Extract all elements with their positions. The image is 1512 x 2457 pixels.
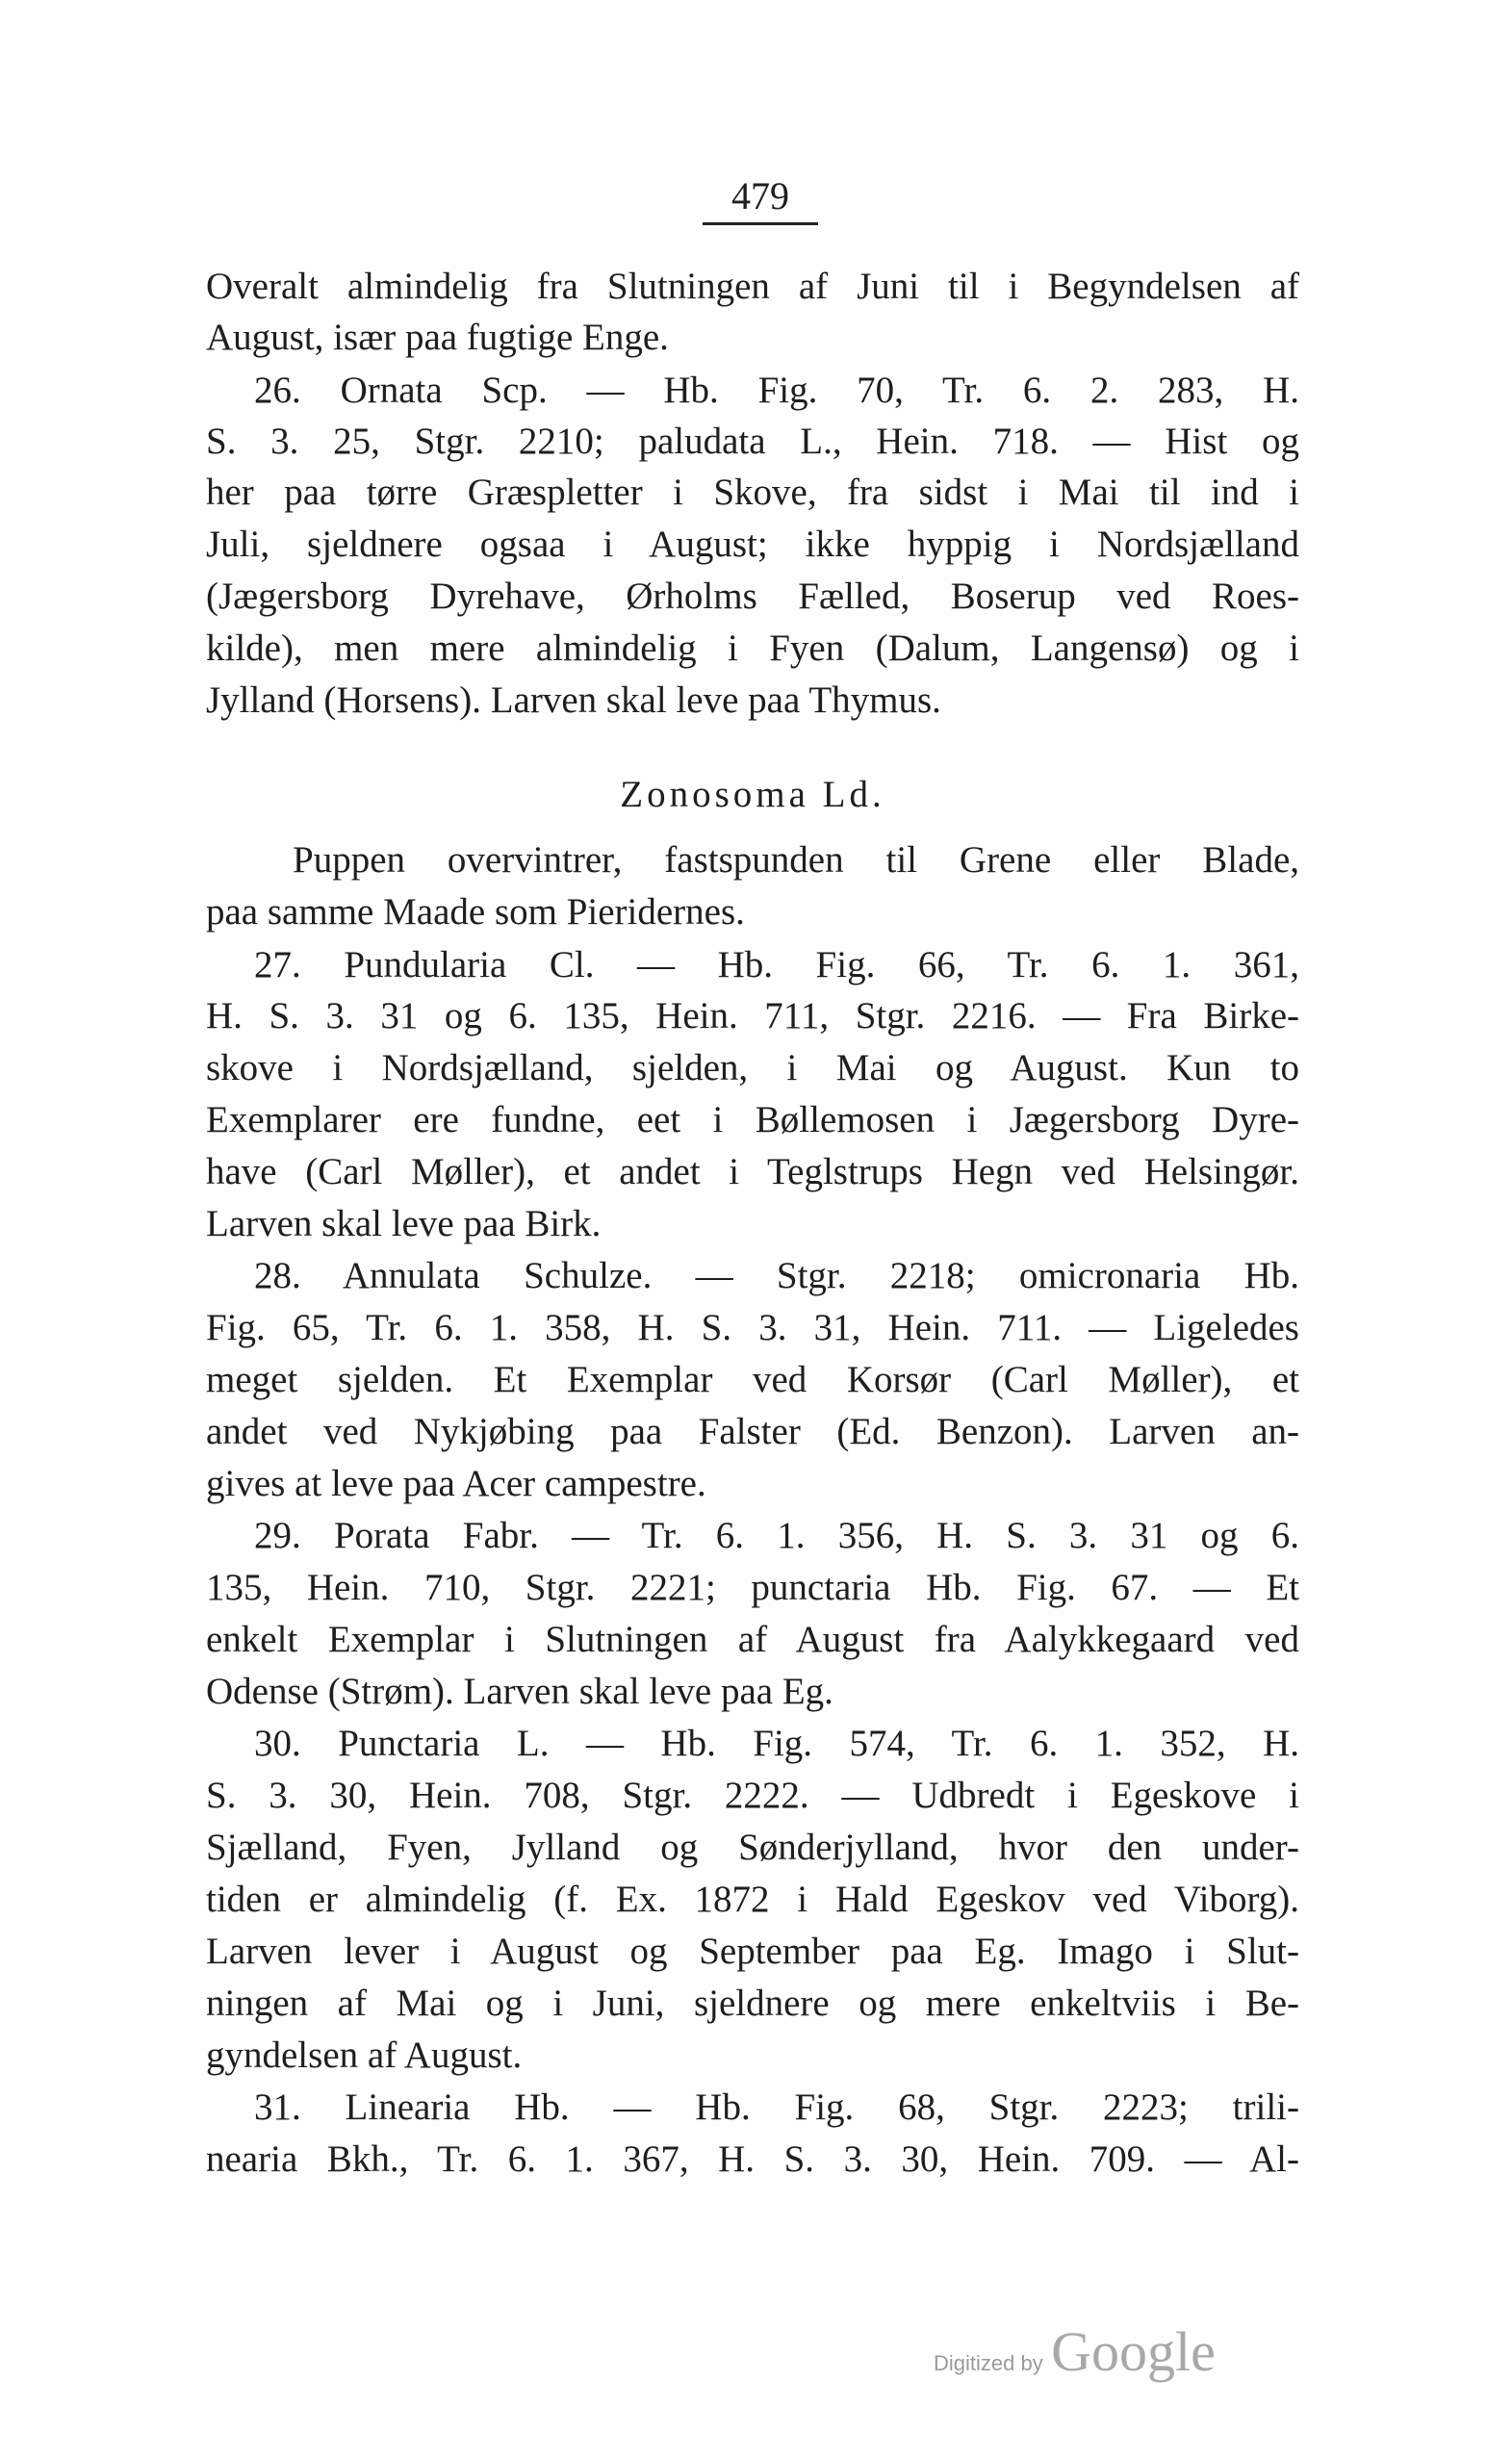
text-line: Larven skal leve paa Birk. — [206, 1203, 602, 1244]
text-line: August, især paa fugtige Enge. — [206, 317, 669, 358]
text-line: 27. Pundularia Cl. — Hb. Fig. 66, Tr. 6. 1. 361, — [254, 944, 1299, 985]
text-line: Puppen overvintrer, fastspunden til Grene eller Blade, — [293, 839, 1299, 881]
text-line: S. 3. 30, Hein. 708, Stgr. 2222. — Udbredt i Egeskove i — [206, 1775, 1299, 1816]
text-line: 29. Porata Fabr. — Tr. 6. 1. 356, H. S. 3. 31 og 6. — [254, 1515, 1299, 1556]
text-line: gives at leve paa Acer campestre. — [206, 1463, 706, 1504]
page-number: 479 — [703, 173, 818, 225]
text-line: 30. Punctaria L. — Hb. Fig. 574, Tr. 6. 1. 352, H. — [254, 1723, 1299, 1764]
text-line: paa samme Maade som Pieridernes. — [206, 891, 745, 933]
text-line: S. 3. 25, Stgr. 2210; paludata L., Hein. 718. — Hist og — [206, 421, 1299, 462]
google-logo: Google — [1051, 2320, 1216, 2383]
text-line: Larven lever i August og September paa Eg. Imago i Slut- — [206, 1931, 1299, 1972]
text-line: skove i Nordsjælland, sjelden, i Mai og August. Kun to — [206, 1047, 1299, 1088]
text-line: kilde), men mere almindelig i Fyen (Dalum, Langensø) og i — [206, 627, 1299, 669]
text-line: meget sjelden. Et Exemplar ved Korsør (Carl Møller), et — [206, 1359, 1299, 1400]
section-heading: Zonosoma Ld. — [620, 774, 885, 815]
text-line: gyndelsen af August. — [206, 2035, 523, 2076]
text-line: 26. Ornata Scp. — Hb. Fig. 70, Tr. 6. 2. 283, H. — [254, 370, 1299, 411]
text-line: Sjælland, Fyen, Jylland og Sønderjylland, hvor den under- — [206, 1827, 1299, 1868]
text-line: nearia Bkh., Tr. 6. 1. 367, H. S. 3. 30, Hein. 709. — Al- — [206, 2138, 1299, 2180]
text-line: Overalt almindelig fra Slutningen af Juni til i Begyndelsen af — [206, 266, 1299, 307]
text-line: 28. Annulata Schulze. — Stgr. 2218; omicronaria Hb. — [254, 1255, 1299, 1296]
text-line: Jylland (Horsens). Larven skal leve paa Thymus. — [206, 679, 941, 721]
text-line: enkelt Exemplar i Slutningen af August fra Aalykkegaard ved — [206, 1619, 1299, 1660]
text-line: Odense (Strøm). Larven skal leve paa Eg. — [206, 1671, 833, 1712]
text-line: (Jægersborg Dyrehave, Ørholms Fælled, Boserup ved Roes- — [206, 576, 1299, 617]
watermark-prefix: Digitized by — [934, 2351, 1043, 2375]
text-line: andet ved Nykjøbing paa Falster (Ed. Benzon). Larven an- — [206, 1411, 1299, 1452]
text-line: her paa tørre Græspletter i Skove, fra sidst i Mai til ind i — [206, 472, 1299, 513]
digitized-by-google-watermark — [934, 2319, 1216, 2387]
text-line: Juli, sjeldnere ogsaa i August; ikke hyppig i Nordsjælland — [206, 524, 1299, 565]
text-line: ningen af Mai og i Juni, sjeldnere og mere enkeltviis i Be- — [206, 1983, 1299, 2024]
text-line: Fig. 65, Tr. 6. 1. 358, H. S. 3. 31, Hein. 711. — Ligeledes — [206, 1307, 1299, 1348]
text-line: tiden er almindelig (f. Ex. 1872 i Hald Egeskov ved Viborg). — [206, 1879, 1299, 1920]
text-line: have (Carl Møller), et andet i Teglstrups Hegn ved Helsingør. — [206, 1151, 1299, 1192]
text-line: Exemplarer ere fundne, eet i Bøllemosen i Jægersborg Dyre- — [206, 1099, 1299, 1140]
text-line: H. S. 3. 31 og 6. 135, Hein. 711, Stgr. 2216. — Fra Birke- — [206, 995, 1299, 1037]
text-line: 31. Linearia Hb. — Hb. Fig. 68, Stgr. 2223; trili- — [254, 2086, 1299, 2128]
text-line: 135, Hein. 710, Stgr. 2221; punctaria Hb. Fig. 67. — Et — [206, 1567, 1299, 1608]
